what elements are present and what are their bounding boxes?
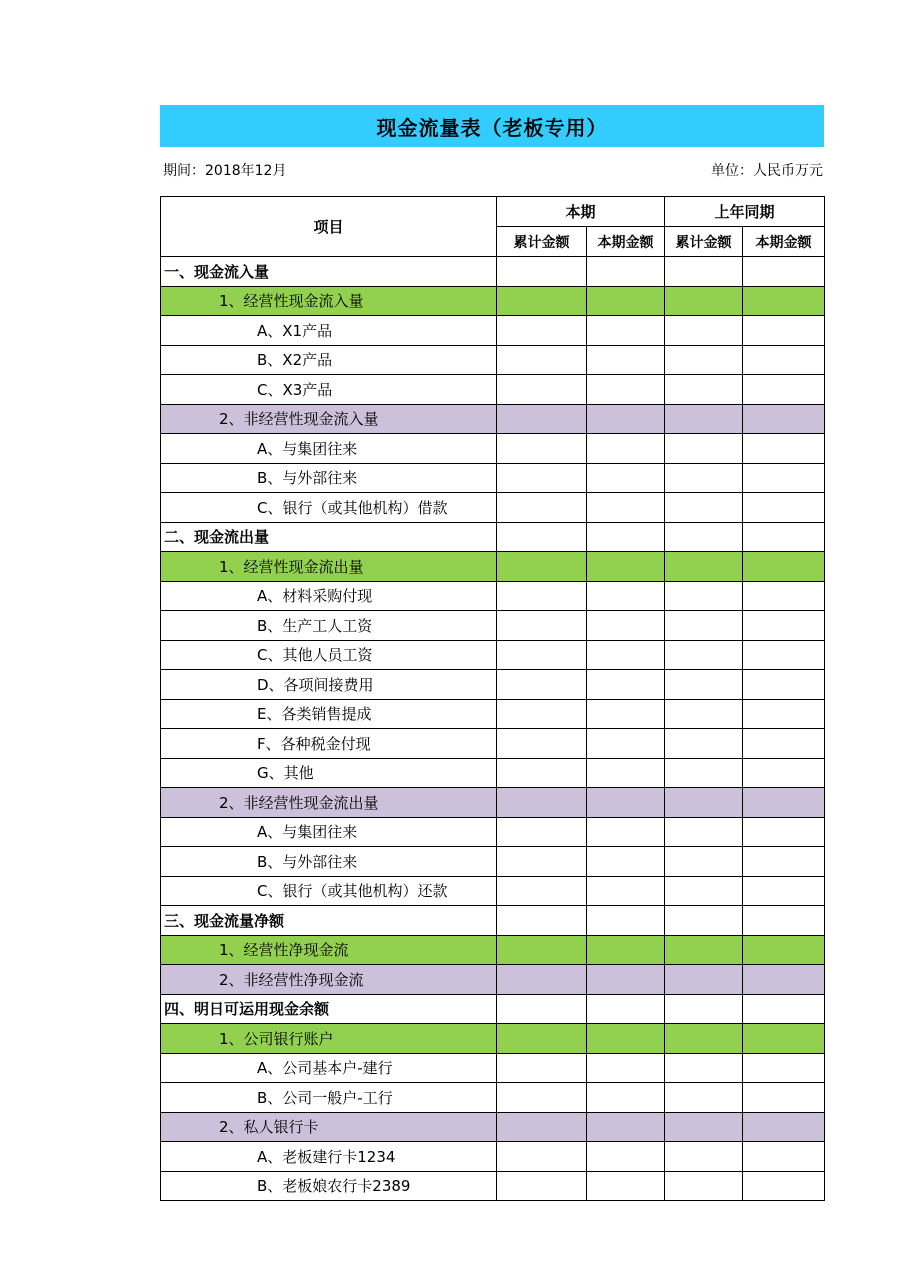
amount-cell[interactable]: [497, 994, 587, 1024]
amount-cell[interactable]: [497, 729, 587, 759]
page-title: 现金流量表（老板专用）: [376, 115, 608, 140]
amount-cell[interactable]: [587, 493, 665, 523]
amount-cell[interactable]: [665, 581, 743, 611]
amount-cell[interactable]: [497, 316, 587, 346]
amount-cell[interactable]: [743, 935, 825, 965]
amount-cell[interactable]: [665, 345, 743, 375]
table-row: [161, 434, 825, 464]
row-label: B、老板娘农行卡2389: [161, 1171, 497, 1201]
row-label: B、生产工人工资: [161, 611, 497, 641]
row-label: C、银行（或其他机构）还款: [161, 876, 497, 906]
cash-flow-table: [160, 196, 825, 1201]
amount-cell[interactable]: [743, 286, 825, 316]
amount-cell[interactable]: [743, 758, 825, 788]
header-row-1: [161, 197, 825, 227]
amount-cell[interactable]: [497, 522, 587, 552]
table-row: [161, 876, 825, 906]
table-row: [161, 699, 825, 729]
amount-cell[interactable]: [497, 286, 587, 316]
amount-cell[interactable]: [665, 552, 743, 582]
table-row: [161, 611, 825, 641]
amount-cell[interactable]: [587, 817, 665, 847]
amount-cell[interactable]: [665, 404, 743, 434]
amount-cell[interactable]: [497, 1112, 587, 1142]
amount-cell[interactable]: [665, 699, 743, 729]
row-label: A、公司基本户-建行: [161, 1053, 497, 1083]
amount-cell[interactable]: [587, 1053, 665, 1083]
amount-cell[interactable]: [665, 286, 743, 316]
amount-cell[interactable]: [587, 729, 665, 759]
amount-cell[interactable]: [497, 345, 587, 375]
amount-cell[interactable]: [587, 935, 665, 965]
row-label: A、X1产品: [161, 316, 497, 346]
row-label: A、老板建行卡1234: [161, 1142, 497, 1172]
header-current-cumulative: 累计金额: [497, 227, 587, 257]
amount-cell[interactable]: [665, 670, 743, 700]
amount-cell[interactable]: [743, 581, 825, 611]
table-body: [161, 257, 825, 1201]
amount-cell[interactable]: [497, 640, 587, 670]
row-label: F、各种税金付现: [161, 729, 497, 759]
amount-cell[interactable]: [665, 817, 743, 847]
amount-cell[interactable]: [743, 994, 825, 1024]
amount-cell[interactable]: [587, 994, 665, 1024]
row-label: C、其他人员工资: [161, 640, 497, 670]
table-row: [161, 404, 825, 434]
amount-cell[interactable]: [587, 404, 665, 434]
amount-cell[interactable]: [743, 876, 825, 906]
amount-cell[interactable]: [587, 847, 665, 877]
row-label: G、其他: [161, 758, 497, 788]
amount-cell[interactable]: [497, 670, 587, 700]
amount-cell[interactable]: [665, 493, 743, 523]
amount-cell[interactable]: [497, 1083, 587, 1113]
amount-cell[interactable]: [665, 906, 743, 936]
amount-cell[interactable]: [665, 257, 743, 287]
amount-cell[interactable]: [665, 965, 743, 995]
amount-cell[interactable]: [665, 1024, 743, 1054]
row-label: D、各项间接费用: [161, 670, 497, 700]
amount-cell[interactable]: [497, 375, 587, 405]
amount-cell[interactable]: [665, 994, 743, 1024]
amount-cell[interactable]: [497, 817, 587, 847]
amount-cell[interactable]: [743, 493, 825, 523]
amount-cell[interactable]: [665, 1083, 743, 1113]
amount-cell[interactable]: [497, 1171, 587, 1201]
amount-cell[interactable]: [497, 1053, 587, 1083]
amount-cell[interactable]: [587, 552, 665, 582]
amount-cell[interactable]: [587, 1083, 665, 1113]
amount-cell[interactable]: [743, 640, 825, 670]
table-row: [161, 1024, 825, 1054]
amount-cell[interactable]: [743, 375, 825, 405]
period-label: 期间：2018年12月: [163, 163, 287, 179]
amount-cell[interactable]: [587, 699, 665, 729]
amount-cell[interactable]: [587, 375, 665, 405]
row-label: A、与集团往来: [161, 817, 497, 847]
amount-cell[interactable]: [743, 1112, 825, 1142]
row-label: 2、非经营性现金流入量: [161, 404, 497, 434]
amount-cell[interactable]: [587, 758, 665, 788]
amount-cell[interactable]: [587, 788, 665, 818]
amount-cell[interactable]: [587, 1142, 665, 1172]
amount-cell[interactable]: [587, 640, 665, 670]
amount-cell[interactable]: [665, 788, 743, 818]
amount-cell[interactable]: [743, 847, 825, 877]
amount-cell[interactable]: [497, 1142, 587, 1172]
table-row: [161, 1142, 825, 1172]
amount-cell[interactable]: [497, 552, 587, 582]
row-label: 1、经营性现金流出量: [161, 552, 497, 582]
row-label: 2、非经营性净现金流: [161, 965, 497, 995]
row-label: B、X2产品: [161, 345, 497, 375]
amount-cell[interactable]: [743, 1142, 825, 1172]
amount-cell[interactable]: [743, 1024, 825, 1054]
row-label: 1、公司银行账户: [161, 1024, 497, 1054]
amount-cell[interactable]: [743, 699, 825, 729]
amount-cell[interactable]: [665, 463, 743, 493]
amount-cell[interactable]: [665, 876, 743, 906]
amount-cell[interactable]: [497, 935, 587, 965]
header-last-cumulative: 累计金额: [665, 227, 743, 257]
amount-cell[interactable]: [497, 906, 587, 936]
table-row: [161, 729, 825, 759]
amount-cell[interactable]: [743, 522, 825, 552]
amount-cell[interactable]: [587, 965, 665, 995]
amount-cell[interactable]: [587, 1024, 665, 1054]
table-row: [161, 257, 825, 287]
amount-cell[interactable]: [743, 1053, 825, 1083]
row-label: 二、现金流出量: [161, 522, 497, 552]
amount-cell[interactable]: [743, 670, 825, 700]
amount-cell[interactable]: [497, 847, 587, 877]
amount-cell[interactable]: [665, 847, 743, 877]
amount-cell[interactable]: [497, 1024, 587, 1054]
row-label: B、与外部往来: [161, 847, 497, 877]
table-row: [161, 345, 825, 375]
table-row: [161, 817, 825, 847]
row-label: 1、经营性净现金流: [161, 935, 497, 965]
table-row: [161, 670, 825, 700]
row-label: 2、非经营性现金流出量: [161, 788, 497, 818]
amount-cell[interactable]: [743, 965, 825, 995]
amount-cell[interactable]: [587, 581, 665, 611]
table-row: [161, 935, 825, 965]
row-label: 2、私人银行卡: [161, 1112, 497, 1142]
amount-cell[interactable]: [665, 316, 743, 346]
amount-cell[interactable]: [587, 611, 665, 641]
amount-cell[interactable]: [743, 404, 825, 434]
row-label: 1、经营性现金流入量: [161, 286, 497, 316]
amount-cell[interactable]: [743, 788, 825, 818]
row-label: B、公司一般户-工行: [161, 1083, 497, 1113]
header-last-amount: 本期金额: [743, 227, 825, 257]
table-row: [161, 552, 825, 582]
amount-cell[interactable]: [665, 935, 743, 965]
table-row: [161, 1053, 825, 1083]
amount-cell[interactable]: [665, 1171, 743, 1201]
amount-cell[interactable]: [497, 257, 587, 287]
header-item: 项目: [161, 197, 497, 257]
amount-cell[interactable]: [497, 434, 587, 464]
row-label: 四、明日可运用现金余额: [161, 994, 497, 1024]
amount-cell[interactable]: [665, 522, 743, 552]
table-row: [161, 640, 825, 670]
title-bar: [160, 105, 824, 147]
table-row: [161, 1171, 825, 1201]
amount-cell[interactable]: [497, 699, 587, 729]
amount-cell[interactable]: [497, 581, 587, 611]
table-row: [161, 965, 825, 995]
amount-cell[interactable]: [587, 345, 665, 375]
amount-cell[interactable]: [665, 375, 743, 405]
row-label: C、X3产品: [161, 375, 497, 405]
amount-cell[interactable]: [665, 758, 743, 788]
amount-cell[interactable]: [743, 316, 825, 346]
amount-cell[interactable]: [743, 729, 825, 759]
table-row: [161, 1083, 825, 1113]
amount-cell[interactable]: [587, 316, 665, 346]
amount-cell[interactable]: [743, 1083, 825, 1113]
row-label: E、各类销售提成: [161, 699, 497, 729]
amount-cell[interactable]: [497, 493, 587, 523]
amount-cell[interactable]: [587, 670, 665, 700]
amount-cell[interactable]: [587, 876, 665, 906]
amount-cell[interactable]: [497, 611, 587, 641]
header-current-amount: 本期金额: [587, 227, 665, 257]
amount-cell[interactable]: [497, 788, 587, 818]
amount-cell[interactable]: [665, 729, 743, 759]
amount-cell[interactable]: [665, 1142, 743, 1172]
table-row: [161, 788, 825, 818]
table-row: [161, 906, 825, 936]
header-current-period: 本期: [497, 197, 665, 227]
amount-cell[interactable]: [743, 906, 825, 936]
table-row: [161, 286, 825, 316]
amount-cell[interactable]: [743, 434, 825, 464]
row-label: B、与外部往来: [161, 463, 497, 493]
row-label: C、银行（或其他机构）借款: [161, 493, 497, 523]
table-row: [161, 994, 825, 1024]
amount-cell[interactable]: [665, 640, 743, 670]
table-row: [161, 375, 825, 405]
unit-label: 单位：人民币万元: [711, 163, 823, 179]
table-row: [161, 463, 825, 493]
amount-cell[interactable]: [665, 1053, 743, 1083]
amount-cell[interactable]: [665, 1112, 743, 1142]
amount-cell[interactable]: [587, 257, 665, 287]
table-row: [161, 1112, 825, 1142]
table-row: [161, 581, 825, 611]
amount-cell[interactable]: [587, 463, 665, 493]
amount-cell[interactable]: [743, 817, 825, 847]
amount-cell[interactable]: [587, 522, 665, 552]
amount-cell[interactable]: [497, 404, 587, 434]
table-row: [161, 493, 825, 523]
row-label: A、与集团往来: [161, 434, 497, 464]
amount-cell[interactable]: [587, 1112, 665, 1142]
amount-cell[interactable]: [497, 463, 587, 493]
amount-cell[interactable]: [587, 434, 665, 464]
amount-cell[interactable]: [743, 552, 825, 582]
amount-cell[interactable]: [587, 906, 665, 936]
amount-cell[interactable]: [497, 876, 587, 906]
amount-cell[interactable]: [497, 965, 587, 995]
row-label: A、材料采购付现: [161, 581, 497, 611]
row-label: 三、现金流量净额: [161, 906, 497, 936]
table-row: [161, 758, 825, 788]
amount-cell[interactable]: [743, 611, 825, 641]
amount-cell[interactable]: [497, 758, 587, 788]
table-row: [161, 522, 825, 552]
row-label: 一、现金流入量: [161, 257, 497, 287]
amount-cell[interactable]: [665, 611, 743, 641]
amount-cell[interactable]: [587, 286, 665, 316]
amount-cell[interactable]: [743, 1171, 825, 1201]
header-last-year: 上年同期: [665, 197, 825, 227]
amount-cell[interactable]: [743, 345, 825, 375]
table-row: [161, 316, 825, 346]
table-row: [161, 847, 825, 877]
amount-cell[interactable]: [587, 1171, 665, 1201]
amount-cell[interactable]: [743, 257, 825, 287]
amount-cell[interactable]: [665, 434, 743, 464]
amount-cell[interactable]: [743, 463, 825, 493]
